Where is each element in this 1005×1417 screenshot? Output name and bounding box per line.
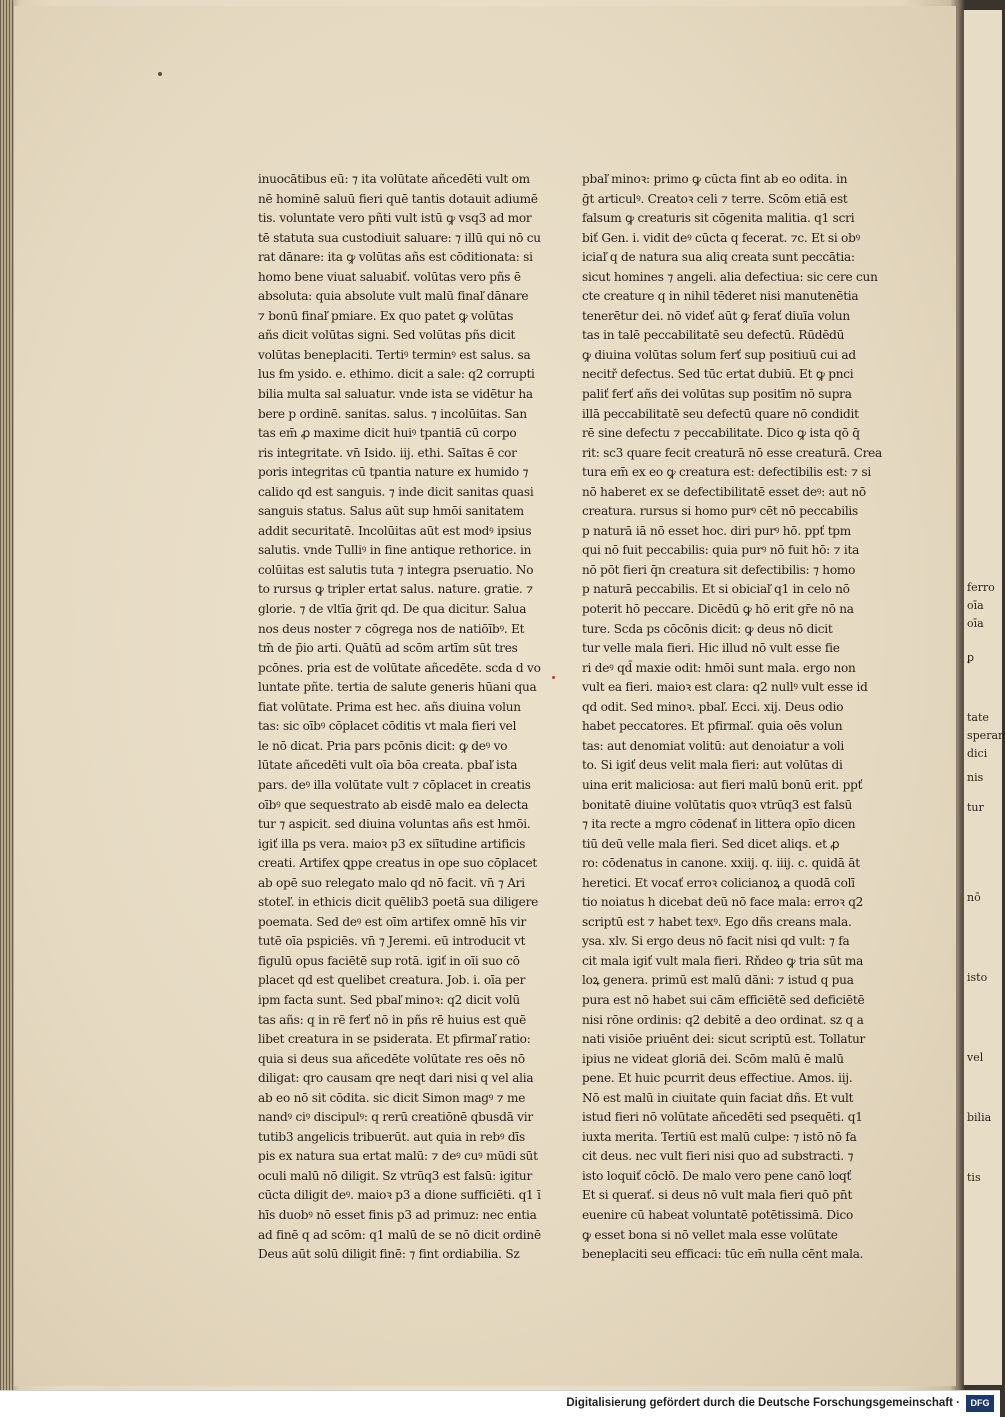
- adjacent-page-fragment: tis: [967, 1171, 981, 1184]
- text-line: glorie. ⁊ de vltīa ḡrit qd. De qua dicitur. Salua: [258, 602, 527, 617]
- adjacent-page-edge: [962, 10, 1005, 1385]
- text-line: tenerētur dei. nō videť aūt ꝙ ferať diuīa volun: [582, 308, 850, 323]
- text-line: euenire cū habeat voluntatē potētissimā. Dico: [582, 1207, 854, 1222]
- text-line: qd odit. Sed minoꝛ. pbaľ. Ecci. xij. Deus odio: [582, 699, 844, 714]
- text-line: nati visiōe priuēnt dei: sicut scriptū est. Tollatur: [582, 1032, 866, 1047]
- text-line: quia si deus sua añcedēte volūtate res oēs nō: [258, 1051, 525, 1066]
- text-line: nō pōt fieri q̄n creatura sit defectibilis: ⁊ homo: [582, 562, 856, 577]
- text-line: oculi malū nō diligit. Sz vtrūq3 est falsū: igitur: [258, 1168, 533, 1183]
- text-line: Deus aūt solū diligit finē: ⁊ fint ordiabilia. Sz: [258, 1247, 520, 1262]
- text-line: addit securitatē. Incolūitas aūt est modꝰ ipsius: [258, 523, 532, 538]
- text-line: tutē oīa pspiciēs. vn̄ ⁊ Jeremi. eū introducit vt: [258, 934, 526, 949]
- text-line: ro: cōdenatus in canone. xxiij. q. iiij. c. quidā āt: [582, 856, 860, 871]
- adjacent-page-fragment: vel: [967, 1051, 984, 1064]
- text-line: tas: aut denomiat volitū: aut denoiatur a voli: [582, 738, 844, 753]
- adjacent-page-fragment: tur: [967, 801, 984, 814]
- text-line: illā peccabilitatē seu defectū quare nō condidit: [582, 406, 859, 421]
- text-line: ꝙ diuina volūtas solum ferť sup positiuū cui ad: [582, 347, 856, 362]
- dfg-logo: DFG: [966, 1395, 994, 1412]
- adjacent-page-fragment: bilia: [967, 1111, 992, 1124]
- text-line: lus ẜm ysido. e. ethimo. dicit a sale: q2 corrupti: [258, 367, 535, 382]
- text-line: heretici. Et vocať erroꝛ colicianoꝝ a quodā colī: [582, 875, 855, 890]
- text-line: pis ex natura sua ertat malū: ⁊ deꝰ cuꝰ mūdi sūt: [258, 1149, 538, 1164]
- text-line: cit mala igiť vult mala fieri. Rňdeo ꝙ tria sūt ma: [582, 953, 864, 968]
- adjacent-page-fragment: tate: [967, 711, 989, 724]
- adjacent-page-fragment: oīa: [967, 617, 984, 630]
- text-line: ris integritate. vn̄ Isido. iij. ethi. Saītas ē cor: [258, 445, 517, 460]
- text-line: cte creature q in nihil tēderet nisi manutenētia: [582, 289, 859, 304]
- text-line: tis. voluntate vero pñti vult istū ꝙ vsq3 ad mor: [258, 211, 532, 226]
- text-column-right: [582, 170, 912, 1265]
- text-line: colūitas est salutis tuta ⁊ integra pseruatio. No: [258, 562, 534, 577]
- adjacent-page-fragment: ferro: [967, 581, 995, 594]
- text-line: fiat volūtate. Prima est hec. añs diuina volun: [258, 699, 521, 714]
- text-line: hīs duobꝰ nō esset finis p3 ad primuz: nec entia: [258, 1207, 537, 1222]
- text-column-left: [258, 170, 576, 1265]
- text-line: loꝝ genera. primū est malū dāni: ⁊ istud q pua: [582, 973, 854, 988]
- text-line: volūtas beneplaciti. Tertiꝰ terminꝰ est salus. sa: [258, 347, 531, 362]
- text-line: necitř defectus. Sed tūc ertat dubiū. Et ꝙ pnci: [582, 367, 854, 382]
- text-line: cūcta diligit deꝰ. maioꝛ p3 a dione sufficiēti. q1 ī: [258, 1188, 541, 1203]
- text-line: poemata. Sed deꝰ est oīm artifex omnē hīs vir: [258, 914, 527, 929]
- text-line: paliť ferť añs dei volūtas sup positīm nō supra: [582, 387, 852, 402]
- text-line: oībꝰ que sequestrato ab eisdē malo ea delecta: [258, 797, 529, 812]
- text-line: poterit hō peccare. Dicēdū ꝙ hō erit gr̄e nō na: [582, 602, 854, 617]
- text-line: luntate pñte. tertia de salute generis hūani qua: [258, 680, 537, 695]
- text-line: iuxta merita. Tertiū est malū culpe: ⁊ istō nō fa: [582, 1129, 857, 1144]
- text-line: isto loquiť cōcłō. De malo vero pene canō loqť: [582, 1168, 852, 1183]
- text-line: ab opē suo relegato malo qd nō facit. vn̄ ⁊ Ari: [258, 875, 525, 890]
- text-line: rit: sc3 quare fecit creaturā nō esse creaturā. Crea: [582, 445, 882, 460]
- text-line: poris integritas cū tpantia nature ex humido ⁊: [258, 465, 529, 480]
- adjacent-page-fragment: ꝑ: [967, 651, 974, 664]
- text-line: p naturā iā nō esset hoc. diri purꝰ hō. ppť tpm: [582, 523, 852, 538]
- text-line: nō haberet ex se defectibilitatē esset deꝰ: aut nō: [582, 484, 866, 499]
- text-line: pura est nō habet sui cām efficiētē sed deficiētē: [582, 992, 865, 1007]
- text-line: vult ea fieri. maioꝛ est clara: q2 nullꝰ vult esse id: [582, 680, 868, 695]
- text-line: diligat: qro causam qre neqt dari nisi q vel alia: [258, 1071, 534, 1086]
- text-line: tiū deū velle mala fieri. Sed dicet aliqs. et ꝓ: [582, 836, 840, 851]
- text-line: bilia multa sal saluatur. vnde ista se vidētur ha: [258, 387, 533, 402]
- text-line: beneplaciti seu efficaci: tūc em̄ nulla cēnt mala.: [582, 1247, 864, 1262]
- text-line: ysa. xlv. Si ergo deus nō facit nisi qd vult: ⁊ fa: [582, 934, 850, 949]
- adjacent-page-fragment: isto: [967, 971, 988, 984]
- text-line: tm̄ de p̄io arti. Quātū ad scōm artīm sūt tres: [258, 641, 518, 656]
- adjacent-page-fragment: nis: [967, 771, 984, 784]
- text-line: rē sine defectu ⁊ peccabilitate. Dico ꝙ ista qō q̄: [582, 426, 860, 441]
- text-line: ḡt articulꝰ. Creatoꝛ celi ⁊ terre. Scōm etiā est: [582, 191, 848, 206]
- text-line: tas in talē peccabilitatē seu defectū. Rūdēdū: [582, 328, 845, 343]
- text-line: pcōnes. pria est de volūtate añcedēte. scda d vo: [258, 660, 541, 675]
- text-line: salutis. vnde Tulliꝰ in fine antique rethorice. in: [258, 543, 532, 558]
- text-line: rat dānare: ita ꝙ volūtas añs est cōditionata: si: [258, 250, 533, 265]
- text-line: ture. Scda ps cōcōnis dicit: ꝙ deus nō dicit: [582, 621, 833, 636]
- text-line: lūtate añcedēti vult oīa bōa creata. pbaľ ista: [258, 758, 518, 773]
- page-mark-dot: [158, 72, 162, 76]
- text-line: qui nō fuit peccabilis: quia purꝰ nō fuit hō: ⁊ ita: [582, 543, 860, 558]
- text-line: absoluta: quia absolute vult malū finaľ dānare: [258, 289, 529, 304]
- text-line: tur ⁊ aspicit. sed diuina voluntas añs est hmōi.: [258, 817, 531, 832]
- text-line: pene. Et huic pcurrit deus effectiue. Amos. iij.: [582, 1071, 853, 1086]
- text-line: p naturā peccabilis. Et si obiciaľ q1 in celo nō: [582, 582, 850, 597]
- text-line: tura em̄ ex eo ꝙ creatura est: defectibilis est: ⁊ si: [582, 465, 871, 480]
- text-line: nos deus noster ⁊ cōgrega nos de natiōībꝰ. Et: [258, 621, 525, 636]
- text-line: ⁊ bonū finaľ pmiare. Ex quo patet ꝙ volūtas: [258, 308, 514, 323]
- text-line: ipm facta sunt. Sed pbaľ minoꝛ: q2 dicit volū: [258, 992, 520, 1007]
- page-stack-edge: [0, 0, 14, 1390]
- text-line: creati. Artifex ꝗppe creatus in ope suo cōplacet: [258, 856, 537, 871]
- text-line: tur velle mala fieri. Hic illud nō vult esse fie: [582, 641, 840, 656]
- text-line: uina erit maliciosa: aut fieri malū bonū erit. ppť: [582, 777, 863, 792]
- text-line: pars. deꝰ illa volūtate vult ⁊ cōplacet in creatis: [258, 777, 531, 792]
- text-line: pbaľ minoꝛ: primo ꝙ cūcta fint ab eo odita. in: [582, 172, 848, 186]
- text-line: tē statuta sua custodiuit saluare: ⁊ illū qui nō cu: [258, 230, 541, 245]
- text-line: nisi rōne ordinis: q2 debitē a deo ordinat. sz q a: [582, 1012, 864, 1027]
- text-line: tio noiatus h dicebat deū nō face mala: erroꝛ q2: [582, 895, 864, 910]
- text-line: sicut homines ⁊ angeli. alia defectiua: sic cere cun: [582, 269, 878, 284]
- text-line: falsum ꝙ creaturis sit cōgenita malitia. q1 scri: [582, 211, 855, 226]
- text-line: nandꝰ ciꝰ discipulꝰ: q rerū creatiōnē qbusdā vir: [258, 1110, 533, 1125]
- text-line: ad finē q ad scōm: q1 malū de se nō dicit ordinē: [258, 1227, 541, 1242]
- text-line: tutib3 angelicis tribuerūt. aut quia in rebꝰ dīs: [258, 1129, 525, 1144]
- adjacent-page-fragment: oīa: [967, 599, 984, 612]
- text-line: habet peccatores. Et pfirmaľ. quia oēs volun: [582, 719, 843, 734]
- text-line: ri deꝰ qd̄ maxie odit: hmōi sunt mala. ergo non: [582, 660, 856, 675]
- text-line: to. Si igiť deus velit mala fieri: aut volūtas di: [582, 758, 843, 773]
- adjacent-page-fragment: nō: [967, 891, 981, 904]
- text-line: homo bene viuat saluabiť. volūtas vero pñs ē: [258, 269, 521, 284]
- text-line: iciaľ q de natura sua aliq creata sunt peccātia:: [582, 250, 855, 265]
- text-line: cit deus. nec vult fieri nisi quo ad substracti. ⁊: [582, 1149, 854, 1164]
- text-line: nē hominē saluū fieri quē tantis dotauit adiumē: [258, 191, 538, 206]
- text-line: ꝙ esset bona si nō vellet mala esse volūtate: [582, 1227, 838, 1242]
- text-line: inuocātibus eū: ⁊ ita volūtate añcedēti vult om: [258, 172, 530, 186]
- text-line: ipius ne videat gloriā dei. Scōm malū ē malū: [582, 1051, 844, 1066]
- footer-bar: [0, 1390, 1000, 1417]
- text-line: istud fieri nō volūtate añcedēti sed psequēti. q1: [582, 1110, 863, 1125]
- funding-credit: Digitalisierung gefördert durch die Deutsche Forschungsgemeinschaft ·: [566, 1397, 960, 1409]
- text-line: tas: sic oībꝰ cōplacet cōditis vt mala fieri vel: [258, 719, 517, 734]
- text-line: Et si querať. si deus nō vult mala fieri quō pn̄t: [582, 1188, 853, 1203]
- text-line: ab eo nō sit cōdita. sic dicit Simon magꝰ ⁊ me: [258, 1090, 526, 1105]
- text-line: calido qd est sanguis. ⁊ inde dicit sanitas quasi: [258, 484, 534, 499]
- adjacent-page-fragment: dici: [967, 747, 988, 760]
- text-line: ⁊ ita recte a mgro cōdenať in littera opīo dicen: [582, 817, 856, 832]
- text-line: sanguis status. Salus aūt sup hmōi sanitatem: [258, 504, 524, 519]
- text-line: añs dicit volūtas signi. Sed volūtas pñs dicit: [258, 328, 516, 343]
- text-line: Nō est malū in ciuitate quin faciat dñs. Et vult: [582, 1090, 854, 1105]
- text-line: creatura. rursus si homo purꝰ cēt nō peccabilis: [582, 504, 859, 519]
- text-line: bonitatē diuine volūtatis quoꝛ vtrūq3 est falsū: [582, 797, 853, 812]
- text-line: libet creatura in se psiderata. Et pfirmaľ ratio:: [258, 1032, 531, 1047]
- text-line: figulū opus faciētē sup rotā. igiť in oīi suo cō: [258, 953, 520, 968]
- text-line: le nō dicat. Pria pars pcōnis dicit: ꝙ deꝰ vo: [258, 738, 508, 753]
- text-line: scriptū est ⁊ habet texꝰ. Ego dñs creans mala.: [582, 914, 852, 929]
- text-line: placet qd est quelibet creatura. Job. i. oīa per: [258, 973, 526, 988]
- text-line: tas añs: q in rē ferť nō in pñs rē huius est quē: [258, 1012, 527, 1027]
- adjacent-page-fragment: speran: [967, 729, 1005, 742]
- text-line: biť Gen. i. vidit deꝰ cūcta q fecerat. ⁊c. Et si obꝰ: [582, 230, 860, 245]
- text-line: igiť illa ps vera. maioꝛ p3 ex siītudine artificis: [258, 836, 526, 851]
- text-line: stoteľ. in ethicis dicit quēlib3 poetā sua diligere: [258, 895, 539, 910]
- text-line: tas em̄ ꝓ maxime dicit huiꝰ tpantiā cū corpo: [258, 426, 517, 441]
- text-line: to rursus ꝙ tripler ertat salus. nature. gratie. ⁊: [258, 582, 533, 597]
- text-line: bere p ordinē. sanitas. salus. ⁊ incolūitas. San: [258, 406, 527, 421]
